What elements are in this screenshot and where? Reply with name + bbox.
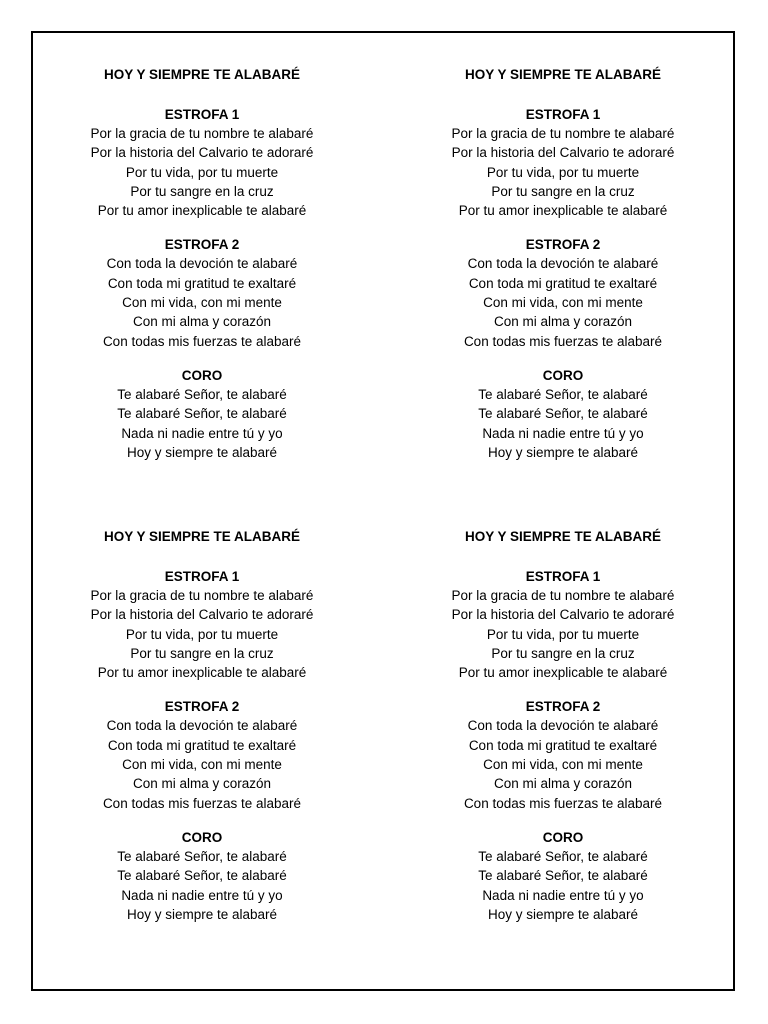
section-heading: CORO [181, 829, 223, 845]
lyric-line: Con toda mi gratitud te exaltaré [107, 275, 297, 291]
lyric-line: Hoy y siempre te alabaré [487, 906, 639, 922]
lyric-line: Con todas mis fuerzas te alabaré [463, 333, 663, 349]
verse-2 [32, 697, 372, 812]
lyric-line: Con toda la devoción te alabaré [467, 718, 659, 734]
lyric-line: Por tu vida, por tu muerte [486, 626, 640, 642]
lyric-line: Hoy y siempre te alabaré [126, 444, 278, 460]
lyric-line: Con todas mis fuerzas te alabaré [102, 795, 302, 811]
lyric-line: Te alabaré Señor, te alabaré [478, 406, 648, 422]
lyric-line: Hoy y siempre te alabaré [487, 444, 639, 460]
lyric-line: Con mi alma y corazón [132, 314, 272, 330]
lyric-line: Por tu vida, por tu muerte [125, 626, 279, 642]
lyric-line: Con mi vida, con mi mente [122, 757, 282, 773]
lyric-line: Te alabaré Señor, te alabaré [478, 848, 648, 864]
song-card-bottom-left [32, 527, 372, 924]
lyric-line: Te alabaré Señor, te alabaré [478, 868, 648, 884]
lyric-line: Nada ni nadie entre tú y yo [121, 887, 283, 903]
section-heading: CORO [542, 829, 584, 845]
lyric-line: Nada ni nadie entre tú y yo [482, 887, 644, 903]
section-heading: ESTROFA 2 [525, 699, 601, 715]
section-heading: ESTROFA 1 [525, 107, 601, 122]
lyric-line: Por tu sangre en la cruz [130, 645, 274, 661]
lyric-line: Con toda la devoción te alabaré [106, 256, 298, 272]
lyric-line: Por la historia del Calvario te adoraré [90, 145, 314, 161]
lyric-line: Con toda la devoción te alabaré [106, 718, 298, 734]
lyric-line: Por tu vida, por tu muerte [486, 164, 640, 180]
lyric-line: Con toda mi gratitud te exaltaré [468, 275, 658, 291]
song-card-bottom-right [393, 527, 733, 924]
section-heading: ESTROFA 2 [525, 237, 601, 253]
lyric-line: Te alabaré Señor, te alabaré [117, 848, 287, 864]
lyric-line: Te alabaré Señor, te alabaré [117, 386, 287, 402]
section-heading: ESTROFA 2 [164, 237, 240, 253]
chorus [393, 366, 733, 462]
lyric-line: Hoy y siempre te alabaré [126, 906, 278, 922]
section-heading: ESTROFA 1 [164, 569, 240, 584]
song-card-top-left [32, 65, 372, 462]
lyric-line: Con todas mis fuerzas te alabaré [102, 333, 302, 349]
lyric-line: Con mi alma y corazón [132, 776, 272, 792]
lyric-line: Por tu amor inexplicable te alabaré [458, 203, 668, 219]
lyric-line: Por tu sangre en la cruz [491, 645, 635, 661]
lyric-line: Con mi alma y corazón [493, 314, 633, 330]
lyric-line: Con mi vida, con mi mente [122, 295, 282, 311]
lyric-line: Nada ni nadie entre tú y yo [121, 425, 283, 441]
lyric-line: Por tu sangre en la cruz [130, 183, 274, 199]
lyric-line: Te alabaré Señor, te alabaré [117, 406, 287, 422]
section-heading: CORO [542, 367, 584, 383]
lyric-line: Con mi vida, con mi mente [483, 295, 643, 311]
lyric-line: Por la gracia de tu nombre te alabaré [90, 588, 314, 603]
song-card-top-right [393, 65, 733, 462]
lyric-line: Con toda mi gratitud te exaltaré [468, 737, 658, 753]
lyric-line: Por la gracia de tu nombre te alabaré [90, 126, 314, 141]
lyric-line: Nada ni nadie entre tú y yo [482, 425, 644, 441]
lyric-line: Por la historia del Calvario te adoraré [451, 607, 675, 623]
song-title: HOY Y SIEMPRE TE ALABARÉ [103, 529, 301, 544]
verse-1 [393, 105, 733, 220]
lyric-line: Con toda mi gratitud te exaltaré [107, 737, 297, 753]
lyric-line: Por tu amor inexplicable te alabaré [97, 203, 307, 219]
lyric-line: Por tu amor inexplicable te alabaré [97, 665, 307, 681]
lyric-line: Por la historia del Calvario te adoraré [90, 607, 314, 623]
section-heading: ESTROFA 2 [164, 699, 240, 715]
lyric-line: Con mi vida, con mi mente [483, 757, 643, 773]
lyric-line: Te alabaré Señor, te alabaré [478, 386, 648, 402]
lyric-line: Por tu sangre en la cruz [491, 183, 635, 199]
lyric-line: Por tu vida, por tu muerte [125, 164, 279, 180]
verse-1 [32, 567, 372, 682]
chorus [32, 366, 372, 462]
song-title: HOY Y SIEMPRE TE ALABARÉ [464, 67, 662, 82]
lyric-line: Con mi alma y corazón [493, 776, 633, 792]
verse-1 [32, 105, 372, 220]
song-title: HOY Y SIEMPRE TE ALABARÉ [464, 529, 662, 544]
lyric-line: Por la gracia de tu nombre te alabaré [451, 126, 675, 141]
lyric-line: Por tu amor inexplicable te alabaré [458, 665, 668, 681]
chorus [393, 828, 733, 924]
verse-2 [393, 697, 733, 812]
lyric-line: Te alabaré Señor, te alabaré [117, 868, 287, 884]
chorus [32, 828, 372, 924]
section-heading: ESTROFA 1 [525, 569, 601, 584]
section-heading: ESTROFA 1 [164, 107, 240, 122]
lyric-line: Con toda la devoción te alabaré [467, 256, 659, 272]
lyric-line: Con todas mis fuerzas te alabaré [463, 795, 663, 811]
lyric-line: Por la historia del Calvario te adoraré [451, 145, 675, 161]
verse-2 [393, 235, 733, 350]
song-title: HOY Y SIEMPRE TE ALABARÉ [103, 67, 301, 82]
verse-1 [393, 567, 733, 682]
section-heading: CORO [181, 367, 223, 383]
verse-2 [32, 235, 372, 350]
lyric-line: Por la gracia de tu nombre te alabaré [451, 588, 675, 603]
